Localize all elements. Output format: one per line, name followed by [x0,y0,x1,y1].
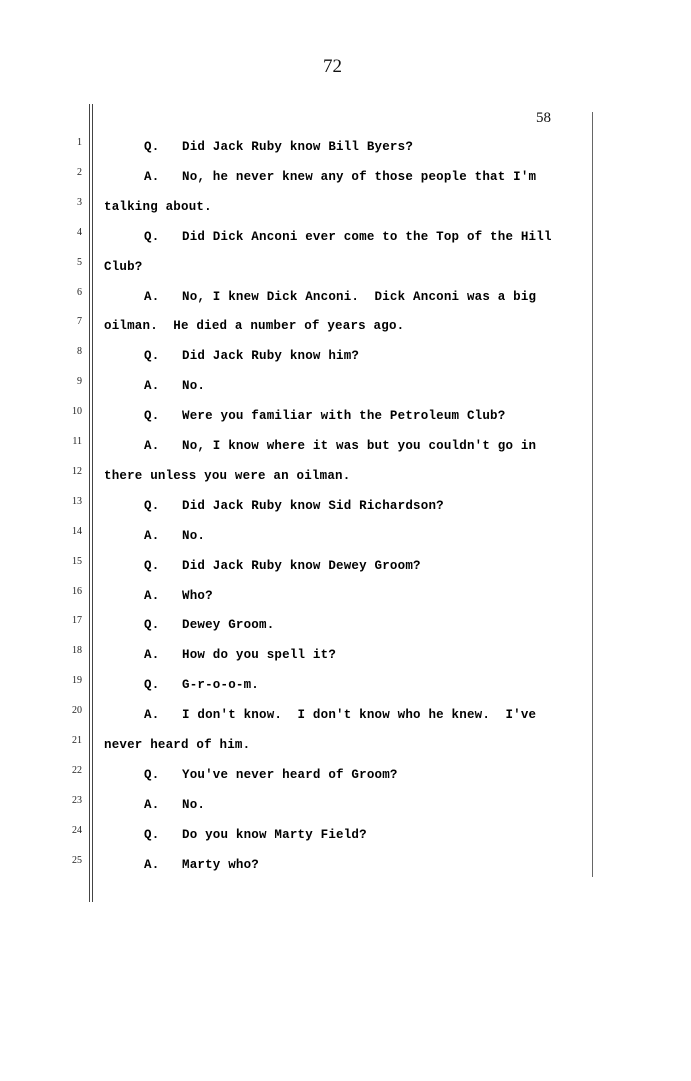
line-number: 8 [77,346,82,358]
speaker-label: Q. [144,409,160,424]
line-number: 19 [72,675,82,687]
line-number: 18 [72,645,82,657]
line-number: 15 [72,555,82,567]
line-text: Did Dick Anconi ever come to the Top of the Hill [182,229,552,244]
line-number: 24 [72,824,82,836]
line-text: Dewey Groom. [182,618,275,633]
speaker-label: Q. [144,827,160,842]
speaker-label: Q. [144,349,160,364]
line-text: No. [182,797,206,812]
inner-page-number: 58 [536,110,551,126]
line-text: I don't know. I don't know who he knew. I've [182,708,537,723]
line-number: 22 [72,764,82,776]
line-text: talking about. [104,199,212,214]
left-margin-rule-inner [92,104,93,902]
line-number: 23 [72,794,82,806]
line-text: oilman. He died a number of years ago. [104,319,405,334]
line-text: Do you know Marty Field? [182,827,367,842]
speaker-label: A. [144,588,160,603]
line-text: How do you spell it? [182,648,337,663]
line-number: 4 [77,226,82,238]
speaker-label: A. [144,379,160,394]
line-text: No, I know where it was but you couldn't go in [182,439,537,453]
line-text: Marty who? [182,857,260,872]
speaker-label: Q. [144,558,160,573]
line-number: 10 [72,406,82,418]
speaker-label: A. [144,648,160,663]
line-text: You've never heard of Groom? [182,767,398,782]
line-text: Did Jack Ruby know Sid Richardson? [182,498,444,513]
line-number: 21 [72,735,82,746]
line-text: No, he never knew any of those people that I'm [182,169,537,184]
line-number: 13 [72,495,82,507]
line-text: Did Jack Ruby know him? [182,349,360,364]
line-text: No, I knew Dick Anconi. Dick Anconi was a big [182,289,537,304]
line-text: Were you familiar with the Petroleum Club? [182,409,506,424]
line-number: 1 [77,137,82,148]
speaker-label: A. [144,528,160,543]
line-text: never heard of him. [104,738,251,752]
speaker-label: Q. [144,618,160,633]
speaker-label: A. [144,708,160,723]
line-number: 5 [77,256,82,268]
line-number: 14 [72,525,82,537]
outer-page-number: 72 [323,56,342,77]
speaker-label: A. [144,797,160,812]
line-number: 17 [72,615,82,627]
speaker-label: A. [144,857,160,872]
speaker-label: Q. [144,498,160,513]
speaker-label: Q. [144,678,160,693]
line-number: 20 [72,705,82,717]
line-number: 11 [72,436,82,447]
speaker-label: Q. [144,229,160,244]
line-number: 3 [77,196,82,208]
speaker-label: Q. [144,140,160,154]
line-number: 2 [77,166,82,178]
line-number: 7 [77,316,82,328]
line-number: 6 [77,286,82,298]
line-number: 16 [72,585,82,597]
right-margin-rule [592,112,593,877]
line-text: Club? [104,259,143,274]
left-margin-rule [89,104,90,902]
speaker-label: Q. [144,767,160,782]
speaker-label: A. [144,439,160,453]
line-text: G-r-o-o-m. [182,678,260,693]
line-text: No. [182,379,206,394]
line-text: Did Jack Ruby know Bill Byers? [182,140,414,154]
speaker-label: A. [144,169,160,184]
line-text: Did Jack Ruby know Dewey Groom? [182,558,421,573]
line-number: 25 [72,854,82,866]
speaker-label: A. [144,289,160,304]
line-text: there unless you were an oilman. [104,468,351,483]
line-text: Who? [182,588,213,603]
line-number: 9 [77,376,82,388]
line-text: No. [182,528,206,543]
line-number: 12 [72,465,82,477]
